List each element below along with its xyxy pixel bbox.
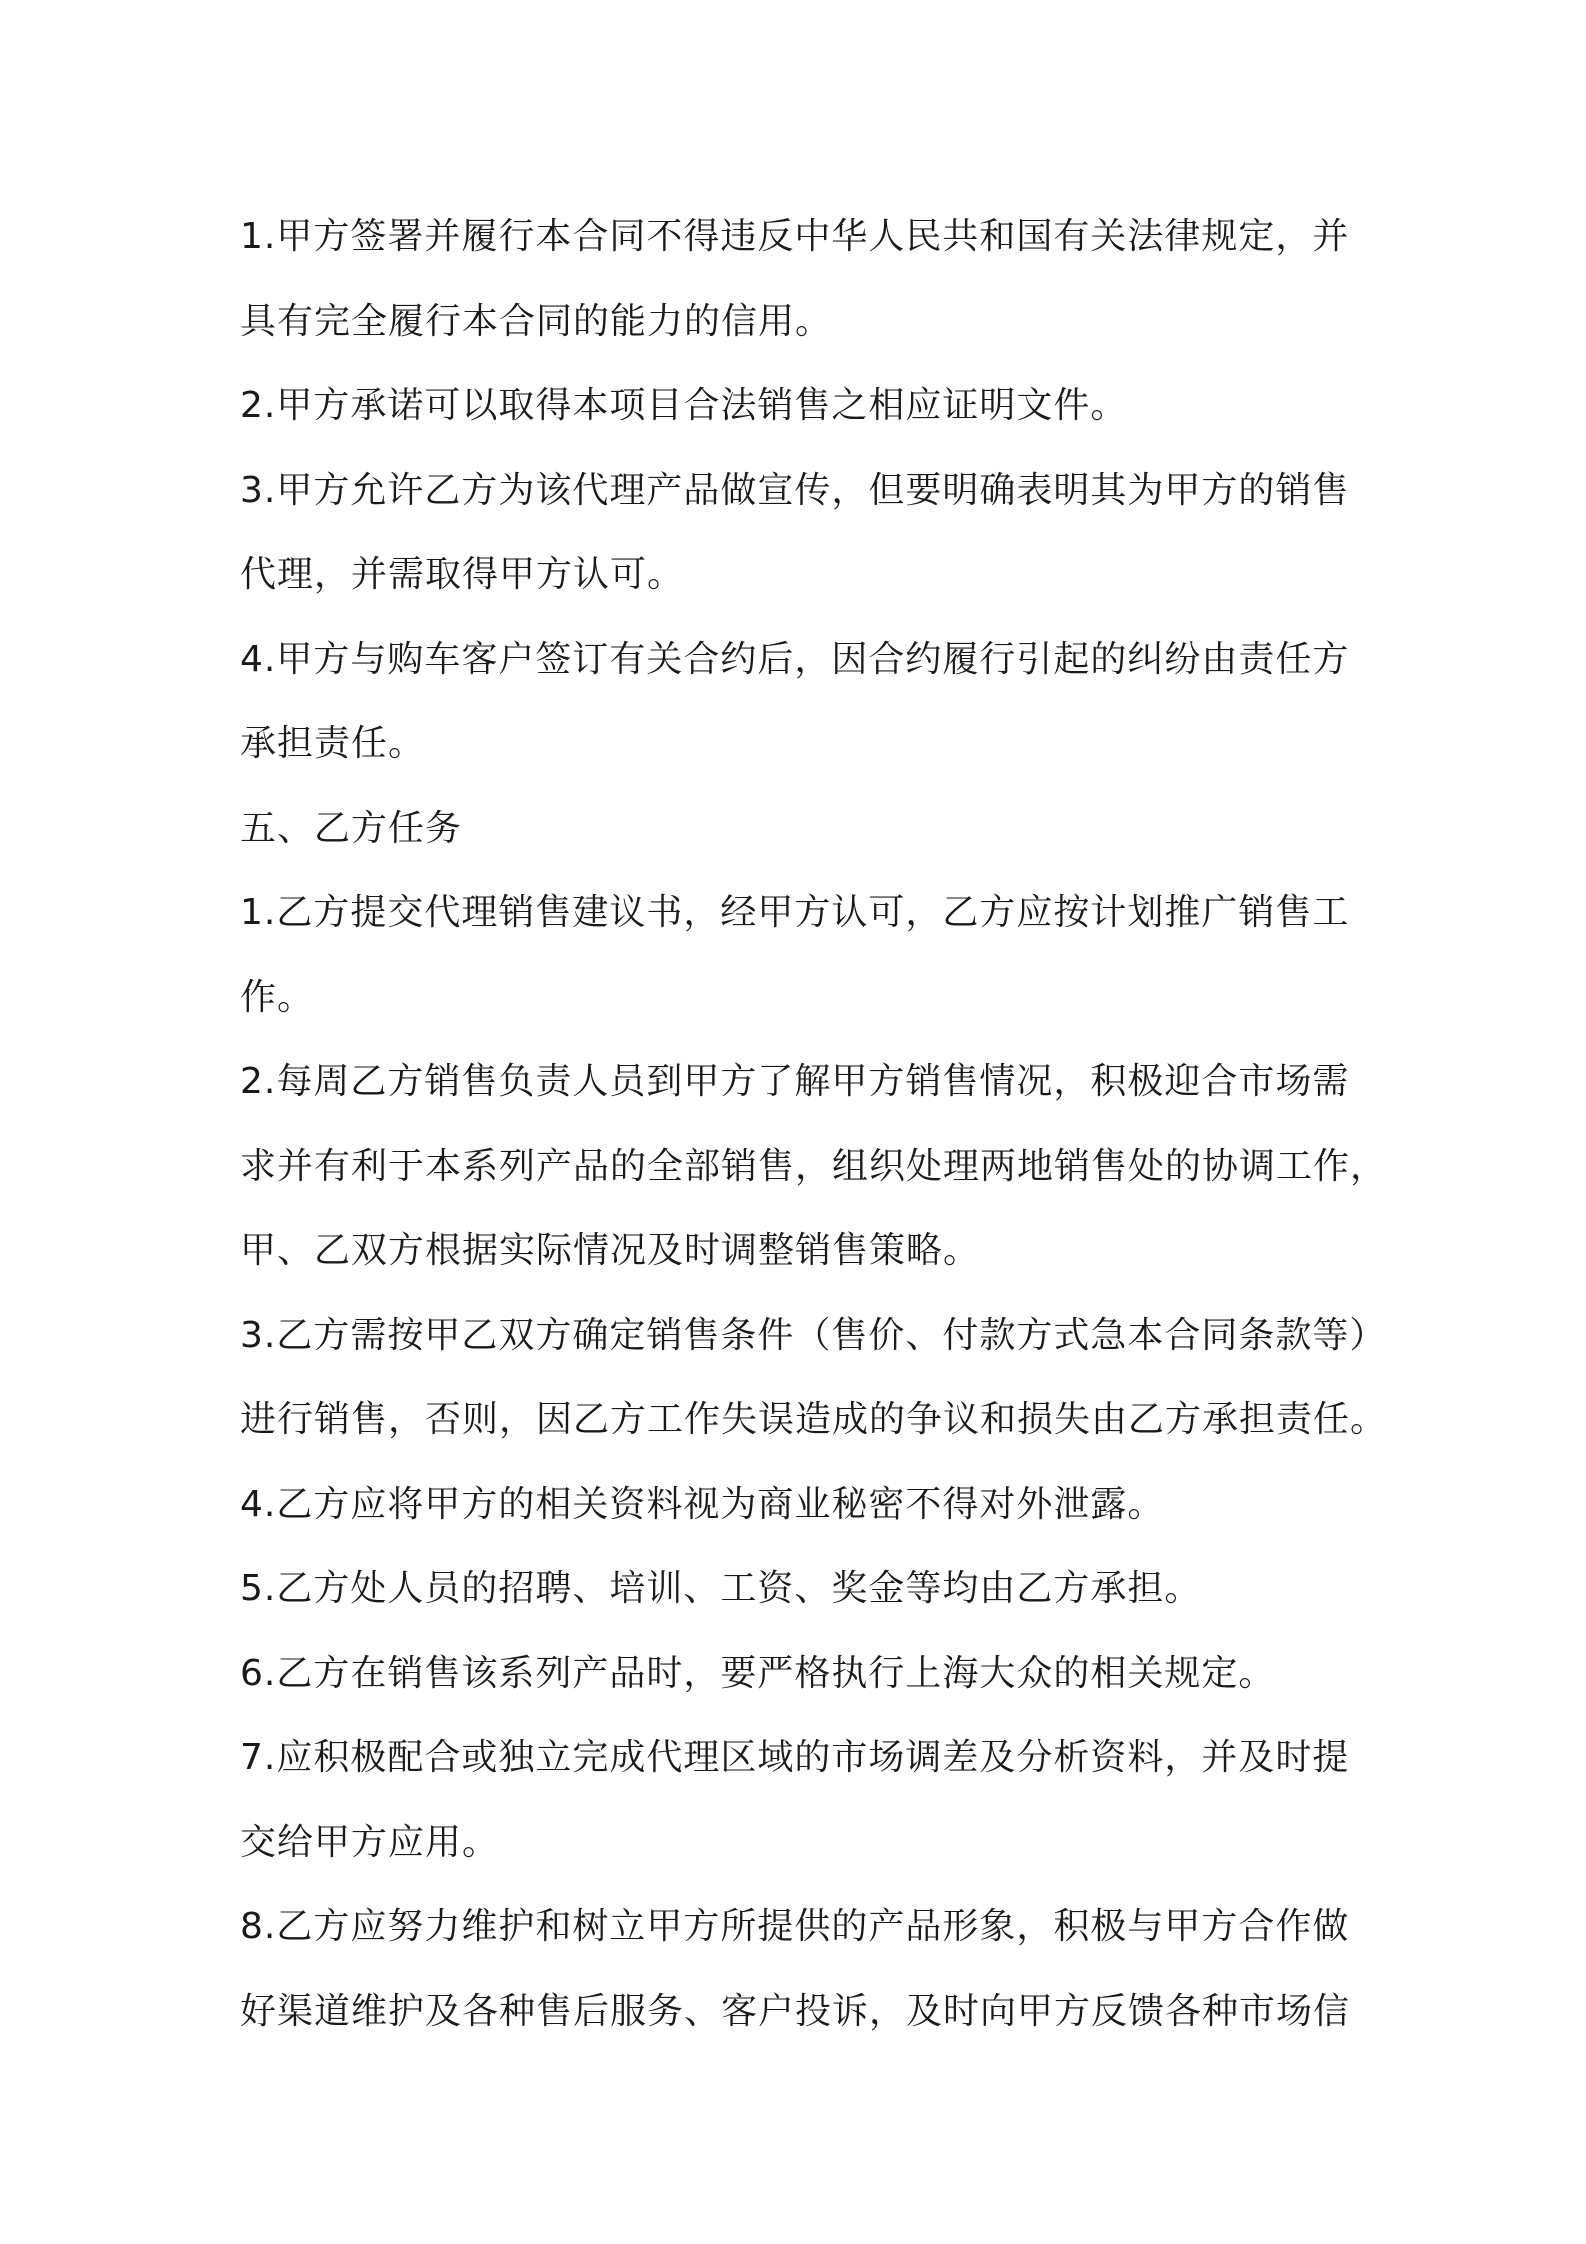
text-line: 4.乙方应将甲方的相关资料视为商业秘密不得对外泄露。 <box>240 1483 1165 1525</box>
text-line: 7.应积极配合或独立完成代理区域的市场调差及分析资料，并及时提 <box>240 1737 1350 1778</box>
text-line: 2.每周乙方销售负责人员到甲方了解甲方销售情况，积极迎合市场需 <box>240 1061 1350 1102</box>
document-body <box>240 195 1388 2054</box>
text-line: 进行销售，否则，因乙方工作失误造成的争议和损失由乙方承担责任。 <box>240 1399 1388 1440</box>
text-line: 具有完全履行本合同的能力的信用。 <box>240 300 833 342</box>
text-line: 5.乙方处人员的招聘、培训、工资、奖金等均由乙方承担。 <box>240 1568 1202 1609</box>
text-line: 8.乙方应努力维护和树立甲方所提供的产品形象，积极与甲方合作做 <box>240 1906 1350 1947</box>
text-line: 甲、乙双方根据实际情况及时调整销售策略。 <box>240 1230 981 1271</box>
text-line: 2.甲方承诺可以取得本项目合法销售之相应证明文件。 <box>240 385 1128 426</box>
text-line: 4.甲方与购车客户签订有关合约后，因合约履行引起的纠纷由责任方 <box>240 638 1350 680</box>
text-line: 1.甲方签署并履行本合同不得违反中华人民共和国有关法律规定，并 <box>240 216 1350 257</box>
section-heading: 五、乙方任务 <box>240 807 463 849</box>
text-line: 6.乙方在销售该系列产品时，要严格执行上海大众的相关规定。 <box>240 1652 1276 1694</box>
text-line: 承担责任。 <box>240 723 426 764</box>
text-line: 3.乙方需按甲乙双方确定销售条件（售价、付款方式急本合同条款等） <box>240 1314 1387 1356</box>
text-line: 3.甲方允许乙方为该代理产品做宣传，但要明确表明其为甲方的销售 <box>240 469 1350 511</box>
text-line: 好渠道维护及各种售后服务、客户投诉，及时向甲方反馈各种市场信 <box>240 1990 1351 2032</box>
text-line: 作。 <box>240 976 315 1018</box>
text-line: 代理，并需取得甲方认可。 <box>240 554 685 595</box>
text-line: 1.乙方提交代理销售建议书，经甲方认可，乙方应按计划推广销售工 <box>240 892 1350 933</box>
text-line: 交给甲方应用。 <box>240 1821 500 1863</box>
text-line: 求并有利于本系列产品的全部销售，组织处理两地销售处的协调工作， <box>240 1145 1388 1187</box>
